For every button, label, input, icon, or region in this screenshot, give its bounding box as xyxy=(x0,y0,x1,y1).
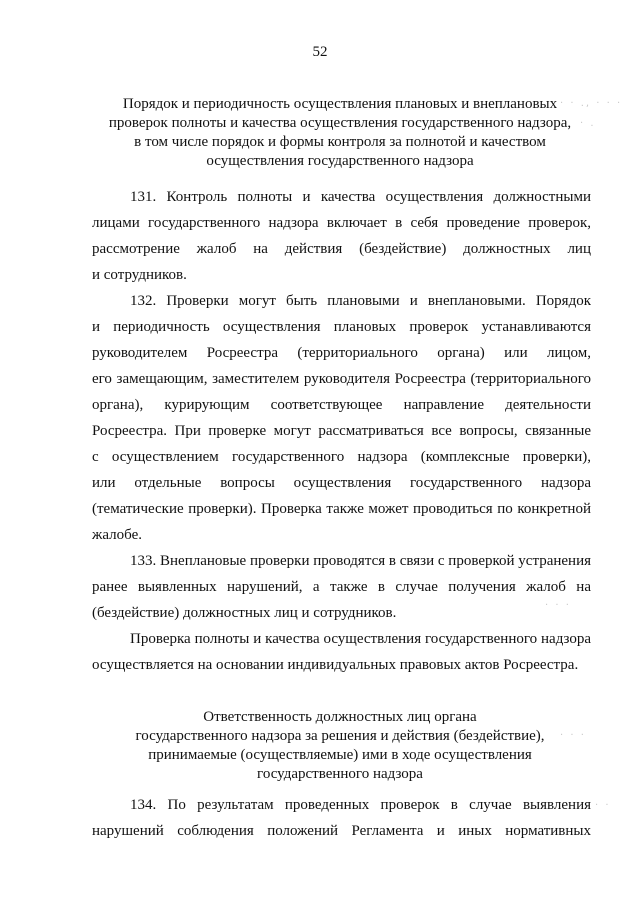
heading-line: проверок полноты и качества осуществления государственного надзора, xyxy=(108,115,572,131)
section-heading-inspections xyxy=(80,95,600,171)
paragraph-inspection-basis xyxy=(92,626,591,678)
scan-artifact: · · · xyxy=(560,730,586,741)
scan-artifact: · · xyxy=(595,800,611,811)
paragraph-line: жалобе. xyxy=(92,527,142,543)
heading-line: Порядок и периодичность осуществления плановых и внеплановых xyxy=(122,96,558,112)
paragraph-line: и периодичность осуществления плановых проверок устанавливаются xyxy=(92,319,591,335)
paragraph-132 xyxy=(92,288,591,548)
paragraph-line: осуществляется на основании индивидуальных правовых актов Росреестра. xyxy=(92,657,579,673)
heading-line: государственного надзора xyxy=(257,766,423,782)
paragraph-line: его замещающим, заместителем руководителя Росреестра (территориального xyxy=(92,371,591,387)
paragraph-line: 131. Контроль полноты и качества осуществления должностными xyxy=(130,189,591,205)
paragraph-line: Проверка полноты и качества осуществления государственного надзора xyxy=(130,631,591,647)
paragraph-line: нарушений соблюдения положений Регламента и иных нормативных xyxy=(92,823,591,839)
paragraph-line: 132. Проверки могут быть плановыми и внеплановыми. Порядок xyxy=(130,293,591,309)
page-number: 52 xyxy=(312,44,328,60)
paragraph-line: руководителем Росреестра (территориального органа) или лицом, xyxy=(92,345,591,361)
heading-line: принимаемые (осуществляемые) ими в ходе осуществления xyxy=(148,747,532,763)
paragraph-line: Росреестра. При проверке могут рассматриваться все вопросы, связанные xyxy=(92,423,591,439)
paragraph-line: лицами государственного надзора включает в себя проведение проверок, xyxy=(92,215,591,231)
paragraph-line: или отдельные вопросы осуществления государственного надзора xyxy=(92,475,591,491)
paragraph-131 xyxy=(92,184,591,288)
heading-line: в том числе порядок и формы контроля за полнотой и качеством xyxy=(134,134,546,150)
paragraph-line: и сотрудников. xyxy=(92,267,187,283)
heading-line: Ответственность должностных лиц органа xyxy=(203,709,477,725)
heading-line: осуществления государственного надзора xyxy=(206,153,474,169)
paragraph-line: 133. Внеплановые проверки проводятся в связи с проверкой устранения xyxy=(130,553,591,569)
section-heading-responsibility xyxy=(80,708,600,784)
scan-artifact: · · ., · · · xyxy=(560,98,623,109)
paragraph-line: (бездействие) должностных лиц и сотрудников. xyxy=(92,605,397,621)
paragraph-line: с осуществлением государственного надзора (комплексные проверки), xyxy=(92,449,591,465)
paragraph-line: ранее выявленных нарушений, а также в случае получения жалоб на xyxy=(92,579,591,595)
heading-line: государственного надзора за решения и действия (бездействие), xyxy=(135,728,545,744)
scan-artifact: · · · xyxy=(545,600,571,611)
paragraph-line: 134. По результатам проведенных проверок в случае выявления xyxy=(130,797,591,813)
scan-artifact: · . xyxy=(580,118,596,129)
paragraph-133 xyxy=(92,548,591,626)
paragraph-line: органа), курирующим соответствующее направление деятельности xyxy=(92,397,591,413)
paragraph-line: рассмотрение жалоб на действия (бездействие) должностных лиц xyxy=(92,241,591,257)
paragraph-134 xyxy=(92,792,591,844)
paragraph-line: (тематические проверки). Проверка также может проводиться по конкретной xyxy=(92,501,591,517)
